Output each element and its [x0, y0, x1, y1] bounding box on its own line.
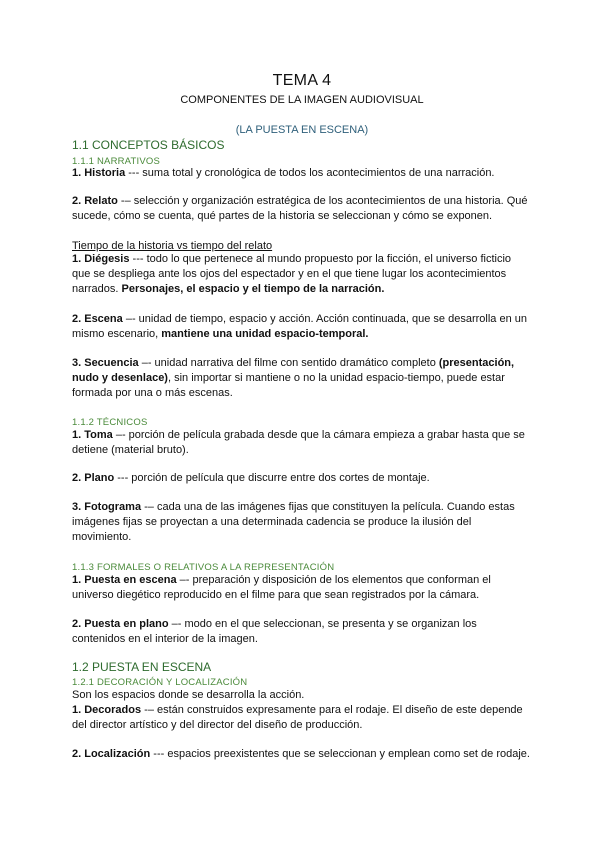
definition-diegesis: --- todo lo que pertenece al mundo propuesto por la ficción, el universo ficticio que se despliega ante los ojos del espectador y en el que tiene lugar los acontecimientos narrados.: [72, 253, 512, 295]
paragraph-localizacion: [72, 747, 532, 762]
term-secuencia: 3. Secuencia: [72, 357, 139, 369]
heading-tiempo: Tiempo de la historia vs tiempo del relato: [72, 240, 273, 252]
heading-puesta-en-escena: 1.2 PUESTA EN ESCENA: [72, 660, 212, 674]
paragraph-escena: [72, 312, 532, 342]
definition-escena: –- unidad de tiempo, espacio y acción. Acción continuada, que se desarrolla en un mismo escenario,: [72, 313, 527, 340]
definition-historia: --- suma total y cronológica de todos los acontecimientos de una narración.: [125, 167, 495, 179]
definition-secuencia: –- unidad narrativa del filme con sentido dramático completo: [138, 357, 439, 369]
paragraph-historia: [72, 166, 532, 181]
document-subtitle: COMPONENTES DE LA IMAGEN AUDIOVISUAL: [180, 94, 424, 106]
definition-puesta-en-plano: –- modo en el que seleccionan, se presenta y se organizan los contenidos en el interior de la imagen.: [72, 618, 477, 645]
paragraph-decorados: [72, 703, 532, 733]
definition-secuencia-cont: , sin importar si mantiene o no la unidad espacio-tiempo, puede estar formada por una o más escenas.: [72, 372, 505, 399]
term-plano: 2. Plano: [72, 472, 115, 484]
definition-decorados: -– están construidos expresamente para el rodaje. El diseño de este depende del director artístico y del director del diseño de producción.: [72, 704, 523, 731]
term-localizacion: 2. Localización: [72, 748, 151, 760]
paragraph-diegesis: [72, 252, 532, 297]
subheading-decoracion: 1.2.1 DECORACIÓN Y LOCALIZACIÓN: [72, 677, 248, 688]
section-note: (LA PUESTA EN ESCENA): [235, 124, 369, 136]
heading-conceptos-basicos: 1.1 CONCEPTOS BÁSICOS: [72, 138, 225, 152]
definition-toma: –- porción de película grabada desde que la cámara empieza a grabar hasta que se detiene (material bruto).: [72, 429, 525, 456]
paragraph-puesta-en-escena: [72, 573, 532, 603]
term-escena: 2. Escena: [72, 313, 123, 325]
definition-localizacion: --- espacios preexistentes que se seleccionan y emplean como set de rodaje.: [150, 748, 530, 760]
subheading-narrativos: 1.1.1 NARRATIVOS: [72, 156, 161, 167]
term-diegesis: 1. Diégesis: [72, 253, 130, 265]
definition-plano: --- porción de película que discurre entre dos cortes de montaje.: [114, 472, 430, 484]
term-toma: 1. Toma: [72, 429, 113, 441]
term-decorados: 1. Decorados: [72, 704, 142, 716]
definition-relato: -– selección y organización estratégica de los acontecimientos de una historia. Qué sucede, cómo se cuenta, qué partes de la historia se seleccionan y cómo se exponen.: [72, 195, 528, 222]
term-fotograma: 3. Fotograma: [72, 501, 142, 513]
paragraph-secuencia: [72, 356, 532, 401]
term-puesta-en-plano: 2. Puesta en plano: [72, 618, 169, 630]
paragraph-relato: [72, 194, 532, 224]
definition-puesta-en-escena: –- preparación y disposición de los elementos que conforman el universo diegético reproducido en el filme para que sean registrados por la cámara.: [72, 574, 491, 601]
paragraph-fotograma: [72, 500, 532, 545]
term-historia: 1. Historia: [72, 167, 126, 179]
subheading-formales: 1.1.3 FORMALES O RELATIVOS A LA REPRESENTACIÓN: [72, 562, 335, 573]
document-title: TEMA 4: [272, 72, 332, 89]
emphasis-secuencia: (presentación, nudo y desenlace): [72, 357, 515, 384]
emphasis-diegesis: Personajes, el espacio y el tiempo de la narración.: [121, 283, 385, 295]
emphasis-escena: mantiene una unidad espacio-temporal.: [161, 328, 369, 340]
term-puesta-en-escena: 1. Puesta en escena: [72, 574, 177, 586]
paragraph-intro-espacios: Son los espacios donde se desarrolla la acción.: [72, 689, 305, 701]
paragraph-plano: [72, 471, 532, 486]
paragraph-toma: [72, 428, 532, 458]
subheading-tecnicos: 1.1.2 TÉCNICOS: [72, 417, 148, 428]
term-relato: 2. Relato: [72, 195, 118, 207]
definition-fotograma: -– cada una de las imágenes fijas que constituyen la película. Cuando estas imágenes fijas se proyectan a una determinada cadencia se produce la ilusión del movimiento.: [72, 501, 515, 543]
paragraph-puesta-en-plano: [72, 617, 532, 647]
